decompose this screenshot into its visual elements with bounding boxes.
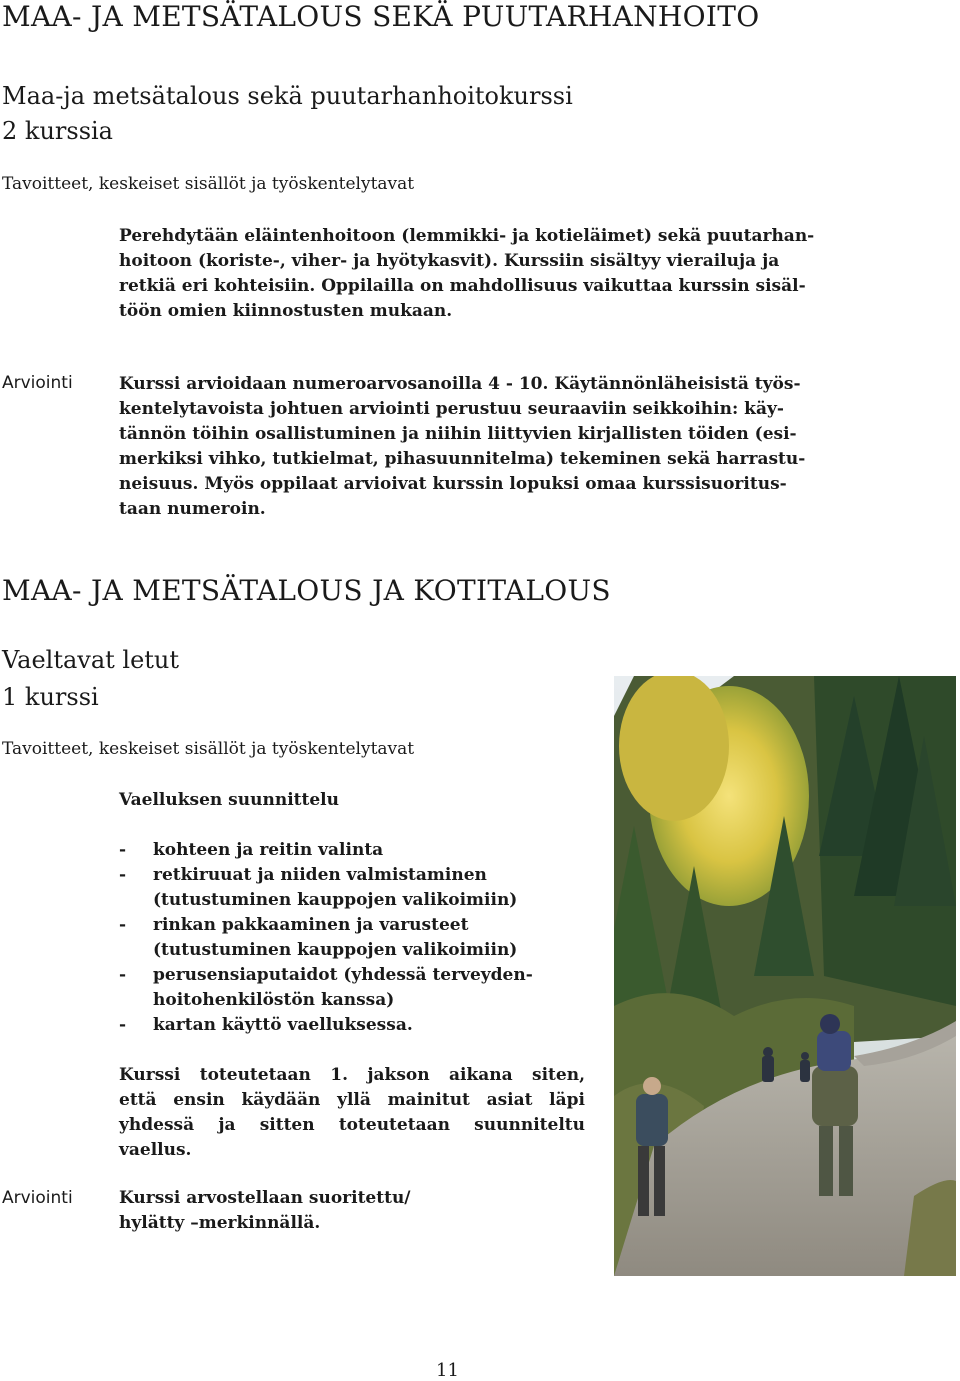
text-line: tännön töihin osallistuminen ja niihin liittyvien kirjallisten töiden (esi- <box>119 424 797 444</box>
list-item-text: (tutustuminen kauppojen valikoimiin) <box>153 890 518 910</box>
planning-title: Vaelluksen suunnittelu <box>119 790 339 810</box>
text-line: että ensin käydään yllä mainitut asiat läpi <box>119 1090 585 1110</box>
text-line: hylätty –merkinnällä. <box>119 1213 321 1233</box>
dash: - <box>119 1015 127 1035</box>
section-2-assessment-text <box>119 1186 411 1236</box>
list-item <box>119 913 533 938</box>
list-item-text: hoitohenkilöstön kanssa) <box>153 990 395 1010</box>
section-1-assessment-label: Arviointi <box>2 373 73 393</box>
section-1-goals-label: Tavoitteet, keskeiset sisällöt ja työskentelytavat <box>2 174 415 194</box>
photo-illustration <box>614 676 956 1276</box>
dash: - <box>119 840 127 860</box>
section-2-heading: MAA- JA METSÄTALOUS JA KOTITALOUS <box>2 574 611 607</box>
list-item <box>119 863 533 888</box>
section-1-heading: MAA- JA METSÄTALOUS SEKÄ PUUTARHANHOITO <box>2 0 760 33</box>
list-item-text: rinkan pakkaaminen ja varusteet <box>153 915 469 935</box>
text-line: töön omien kiinnostusten mukaan. <box>119 301 453 321</box>
text-line: Kurssi arvostellaan suoritettu/ <box>119 1188 411 1208</box>
dash: - <box>119 915 127 935</box>
list-item-continuation <box>119 888 533 913</box>
dash: - <box>119 865 127 885</box>
text-line: Kurssi arvioidaan numeroarvosanoilla 4 - 10. Käytännönläheisistä työs- <box>119 374 801 394</box>
text-line: hoitoon (koriste-, viher- ja hyötykasvit). Kurssiin sisältyy vierailuja ja <box>119 251 780 271</box>
text-line: vaellus. <box>119 1140 192 1160</box>
list-item-text: kartan käyttö vaelluksessa. <box>153 1015 413 1035</box>
text-line: kentelytavoista johtuen arviointi perustuu seuraaviin seikkoihin: käy- <box>119 399 784 419</box>
section-2-course-name: Vaeltavat letut <box>2 646 180 674</box>
list-item-continuation <box>119 938 533 963</box>
planning-list <box>119 838 533 1038</box>
list-item-text: perusensiaputaidot (yhdessä terveyden- <box>153 965 533 985</box>
text-line: retkiä eri kohteisiin. Oppilailla on mahdollisuus vaikuttaa kurssin sisäl- <box>119 276 806 296</box>
text-line: neisuus. Myös oppilaat arvioivat kurssin lopuksi omaa kurssisuoritus- <box>119 474 787 494</box>
text-line: merkiksi vihko, tutkielmat, pihasuunnitelma) tekeminen sekä harrastu- <box>119 449 806 469</box>
dash: - <box>119 965 127 985</box>
text-line: yhdessä ja sitten toteutetaan suunniteltu <box>119 1115 585 1135</box>
section-2-assessment-label: Arviointi <box>2 1188 73 1208</box>
section-1-course-name: Maa-ja metsätalous sekä puutarhanhoitokurssi <box>2 82 573 110</box>
list-item-text: kohteen ja reitin valinta <box>153 840 384 860</box>
section-1-goals-text <box>119 224 814 324</box>
hikers-on-forest-road-photo <box>614 676 956 1276</box>
section-2-goals-label: Tavoitteet, keskeiset sisällöt ja työskentelytavat <box>2 739 415 759</box>
list-item <box>119 1013 533 1038</box>
page-number: 11 <box>436 1360 459 1381</box>
list-item-text: retkiruuat ja niiden valmistaminen <box>153 865 487 885</box>
list-item <box>119 838 533 863</box>
section-1-assessment-text <box>119 372 805 522</box>
list-item-text: (tutustuminen kauppojen valikoimiin) <box>153 940 518 960</box>
text-line: Perehdytään eläintenhoitoon (lemmikki- ja kotieläimet) sekä puutarhan- <box>119 226 815 246</box>
implementation-text <box>119 1063 585 1163</box>
list-item-continuation <box>119 988 533 1013</box>
list-item <box>119 963 533 988</box>
section-1-course-count: 2 kurssia <box>2 117 113 145</box>
text-line: Kurssi toteutetaan 1. jakson aikana siten, <box>119 1065 585 1085</box>
text-line: taan numeroin. <box>119 499 266 519</box>
section-2-course-count: 1 kurssi <box>2 683 99 711</box>
